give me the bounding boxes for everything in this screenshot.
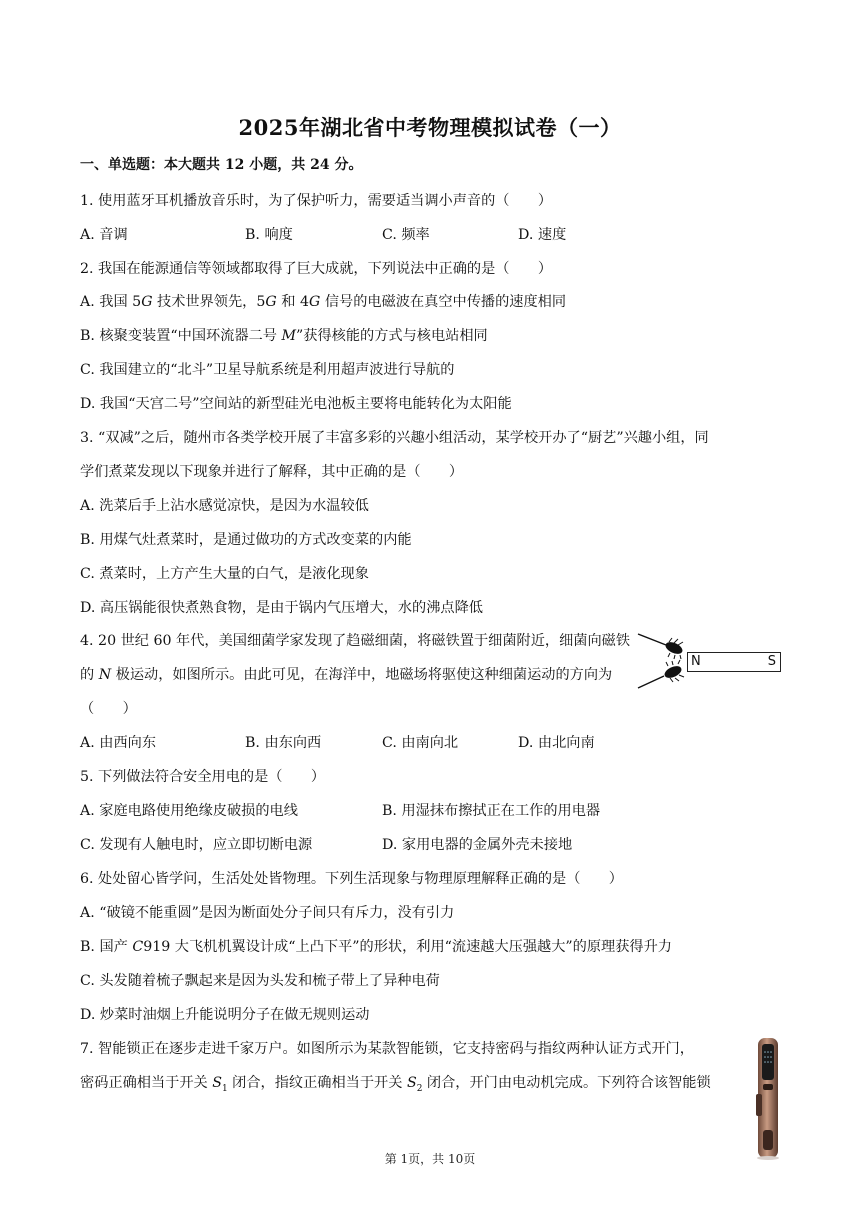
q6-option-a: A. “破镜不能重圆”是因为断面处分子间只有斥力，没有引力 — [80, 905, 455, 921]
q7-stem-line1: 7. 智能锁正在逐步走进千家万户。如图所示为某款智能锁，它支持密码与指纹两种认证方式开门， — [80, 1041, 694, 1057]
q1-option-a: A. 音调 — [80, 227, 128, 243]
q5-option-b: B. 用湿抹布擦拭正在工作的用电器 — [382, 803, 601, 819]
magnet-north-label: N — [691, 654, 701, 669]
q7-stem-line2: 密码正确相当于开关 $S_1$ 闭合，指纹正确相当于开关 $S_2$ 闭合，开门由电动机完成。下列符合该智能锁 — [80, 1075, 711, 1094]
q2-stem: 2. 我国在能源通信等领域都取得了巨大成就，下列说法中正确的是（ ） — [80, 261, 553, 277]
q3-option-d: D. 高压锅能很快煮熟食物，是由于锅内气压增大，水的沸点降低 — [80, 600, 483, 616]
q2-option-a: A. 我国 5G 技术世界领先，5G 和 4G 信号的电磁波在真空中传播的速度相同 — [80, 294, 567, 310]
smart-lock-icon — [752, 1036, 784, 1162]
q2-option-b: B. 核聚变装置“中国环流器二号 M”获得核能的方式与核电站相同 — [80, 328, 488, 344]
q3-stem-line1: 3. “双减”之后，随州市各类学校开展了丰富多彩的兴趣小组活动，某学校开办了“厨艺”兴趣小组，同 — [80, 430, 709, 446]
q6-stem: 6. 处处留心皆学问，生活处处皆物理。下列生活现象与物理原理解释正确的是（ ） — [80, 871, 623, 887]
q6-option-d: D. 炒菜时油烟上升能说明分子在做无规则运动 — [80, 1007, 370, 1023]
q4-option-c: C. 由南向北 — [382, 735, 459, 751]
q1-option-b: B. 响度 — [245, 227, 293, 243]
q4-option-a: A. 由西向东 — [80, 735, 157, 751]
q6-option-c: C. 头发随着梳子飘起来是因为头发和梳子带上了异种电荷 — [80, 973, 440, 989]
q3-stem-line2: 学们煮菜发现以下现象并进行了解释，其中正确的是（ ） — [80, 464, 464, 480]
q3-option-c: C. 煮菜时，上方产生大量的白气，是液化现象 — [80, 566, 369, 582]
q1-stem: 1. 使用蓝牙耳机播放音乐时，为了保护听力，需要适当调小声音的（ ） — [80, 193, 553, 209]
page-footer: 第 1页，共 10页 — [384, 1152, 476, 1166]
q1-option-d: D. 速度 — [518, 227, 567, 243]
q6-option-b: B. 国产 C919 大飞机机翼设计成“上凸下平”的形状，利用“流速越大压强越大”的原理获得升力 — [80, 939, 672, 955]
q3-option-a: A. 洗菜后手上沾水感觉凉快，是因为水温较低 — [80, 498, 369, 514]
q5-option-a: A. 家庭电路使用绝缘皮破损的电线 — [80, 803, 298, 819]
q5-stem: 5. 下列做法符合安全用电的是（ ） — [80, 769, 326, 785]
page-title: 2025年湖北省中考物理模拟试卷（一） — [238, 115, 622, 140]
q2-option-c: C. 我国建立的“北斗”卫星导航系统是利用超声波进行导航的 — [80, 362, 455, 378]
q4-option-b: B. 由东向西 — [245, 735, 322, 751]
q4-option-d: D. 由北向南 — [518, 735, 595, 751]
q3-option-b: B. 用煤气灶煮菜时，是通过做功的方式改变菜的内能 — [80, 532, 412, 548]
section-heading: 一、单选题：本大题共 12 小题，共 24 分。 — [80, 157, 363, 173]
q5-option-c: C. 发现有人触电时，应立即切断电源 — [80, 837, 313, 853]
q5-option-d: D. 家用电器的金属外壳未接地 — [382, 837, 573, 853]
bacteria-icon — [636, 628, 692, 692]
bar-magnet — [687, 652, 781, 672]
q1-option-c: C. 频率 — [382, 227, 430, 243]
q2-option-d: D. 我国“天宫二号”空间站的新型硅光电池板主要将电能转化为太阳能 — [80, 396, 512, 412]
q4-stem: 4. 20 世纪 60 年代，美国细菌学家发现了趋磁细菌，将磁铁置于细菌附近，细菌向磁铁的 N 极运动，如图所示。由此可见，在海洋中，地磁场将驱使这种细菌运动的方向为（ ） — [80, 633, 631, 717]
magnet-south-label: S — [767, 654, 776, 669]
